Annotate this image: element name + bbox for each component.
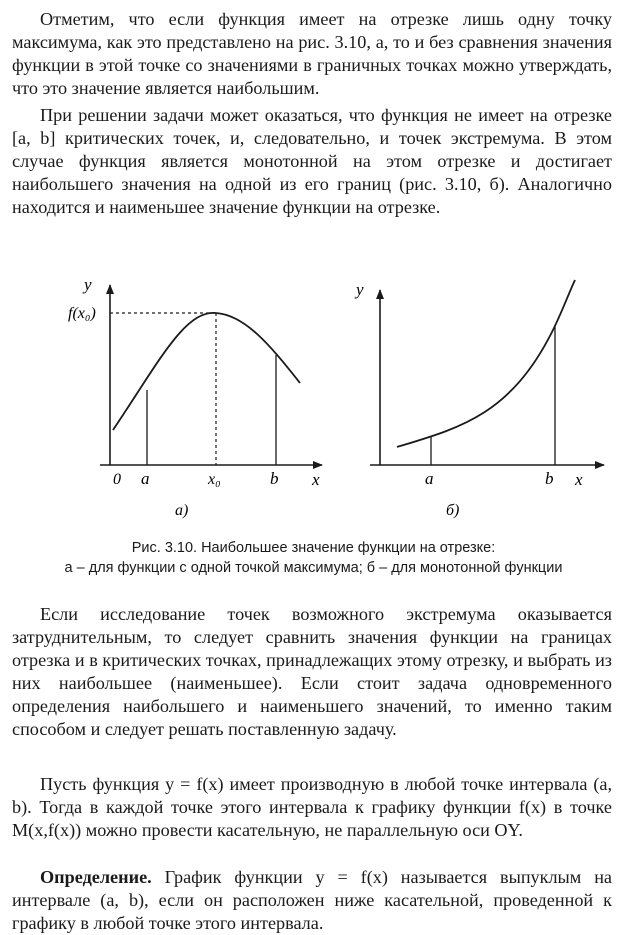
paragraph-comparison-method: Если исследование точек возможного экстремума оказывается затруднительным, то следует сравнить значения функции на границах отрезка и в критических точках, принадлежащих этому отрезку, и выбрать из них наибольшее (наименьшее). Если стоит задача одновременного определения наибольшего и наименьшего значений, то именно таким способом и следует решать поставленную задачу. [12, 604, 612, 739]
graph-a-curve [113, 313, 300, 430]
figure-caption-title: Рис. 3.10. Наибольшее значение функции на отрезке: [131, 540, 496, 556]
figure-3-10 [0, 250, 627, 535]
paragraph-monotonic: При решении задачи может оказаться, что функция не имеет на отрезке [a, b] критических точек, и, следовательно, и точек экстремума. В этом случае функция является монотонной на этом отрезке и достигает наибольшего значения на одной из его границ (рис. 3.10, б). Аналогично находится и наименьшее значение функции на отрезке. [12, 105, 612, 217]
graph-b-y-label: y [356, 280, 364, 299]
definition-term: Определение. [40, 867, 152, 887]
graph-a [100, 285, 322, 465]
paragraph-tangent: Пусть функция y = f(x) имеет производную в любой точке интервала (a, b). Тогда в каждой точке этого интервала к графику функции f(x) в точке M(x,f(x)) можно провести касательную, не параллельную оси OY. [12, 774, 612, 840]
graph-b [370, 280, 604, 465]
graph-b-x-label: x [575, 470, 583, 489]
graph-a-x-label: x [312, 470, 320, 489]
graph-a-y-label: y [84, 275, 92, 294]
graph-b-a-label: a [425, 469, 434, 488]
graph-b-curve [397, 280, 575, 447]
graph-a-x0-label: x₀ [208, 471, 221, 488]
graph-a-origin-label: 0 [113, 471, 121, 488]
paragraph-max-point: Отметим, что если функция имеет на отрезке лишь одну точку максимума, как это представлено на рис. 3.10, а, то и без сравнения значения функции в этой точке со значениями в граничных точках можно утверждать, что это значение является наибольшим. [12, 9, 612, 98]
graph-a-a-label: a [141, 469, 150, 488]
graph-a-sublabel: а) [175, 502, 189, 519]
graph-a-b-label: b [270, 469, 279, 488]
graph-b-b-label: b [545, 469, 554, 488]
paragraph-definition [12, 866, 612, 935]
graph-b-sublabel: б) [446, 502, 460, 519]
graph-a-fx0-label: f(x₀) [68, 305, 96, 322]
definition-text: График функции y = f(x) называется выпуклым на интервале (a, b), если он расположен ниже касательной, проведенной к графику в любой точке этого интервала. [12, 867, 612, 933]
figure-caption-detail: а – для функции с одной точкой максимума; б – для монотонной функции [64, 560, 563, 576]
